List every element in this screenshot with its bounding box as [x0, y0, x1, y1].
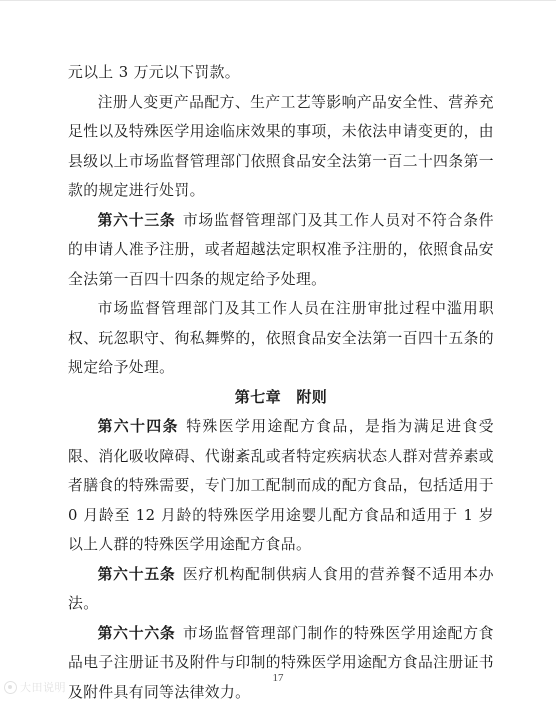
- paragraph-text: 注册人变更产品配方、生产工艺等影响产品安全性、营养充足性以及特殊医学用途临床效果的事项，未依法申请变更的，由县级以上市场监督管理部门依照食品安全法第一百二十四条第一款的规定进行处罚。: [68, 94, 494, 200]
- article-text: 市场监督管理部门制作的特殊医学用途配方食品电子注册证书及附件与印制的特殊医学用途配方食品注册证书及附件具有同等法律效力。: [68, 625, 494, 701]
- article-64: [68, 412, 494, 560]
- article-number: 第六十三条: [98, 212, 176, 229]
- paragraph-continuation: [68, 58, 494, 88]
- article-text: 特殊医学用途配方食品，是指为满足进食受限、消化吸收障碍、代谢紊乱或者特定疾病状态人群对营养素或者膳食的特殊需要，专门加工配制而成的配方食品，包括适用于 0 月龄至 12 月龄的特殊医学用途婴儿配方食品和适用于 1 岁以上人群的特殊医学用途配方食品。: [68, 418, 494, 553]
- article-text: 医疗机构配制供病人食用的营养餐不适用本办法。: [68, 566, 494, 613]
- document-body: [68, 58, 494, 707]
- article-number: 第六十四条: [98, 418, 179, 435]
- article-text: 市场监督管理部门及其工作人员对不符合条件的申请人准予注册，或者超越法定职权准予注册的，依照食品安全法第一百四十四条的规定给予处理。: [68, 212, 494, 288]
- article-65: [68, 560, 494, 619]
- paragraph-text: 市场监督管理部门及其工作人员在注册审批过程中滥用职权、玩忽职守、徇私舞弊的，依照食品安全法第一百四十五条的规定给予处理。: [68, 300, 494, 376]
- paragraph-text: 元以上 3 万元以下罚款。: [68, 64, 240, 81]
- article-66: [68, 619, 494, 707]
- watermark: [4, 679, 66, 695]
- watermark-text: 大田说明: [20, 679, 66, 695]
- chapter-title: 第七章 附则: [68, 383, 494, 413]
- page-number: 17: [0, 672, 556, 684]
- article-number: 第六十六条: [98, 625, 176, 642]
- paragraph-change-penalty: [68, 88, 494, 206]
- article-number: 第六十五条: [98, 566, 176, 583]
- article-63: [68, 206, 494, 295]
- camera-lens-icon: [4, 681, 17, 694]
- paragraph-abuse-of-power: [68, 294, 494, 383]
